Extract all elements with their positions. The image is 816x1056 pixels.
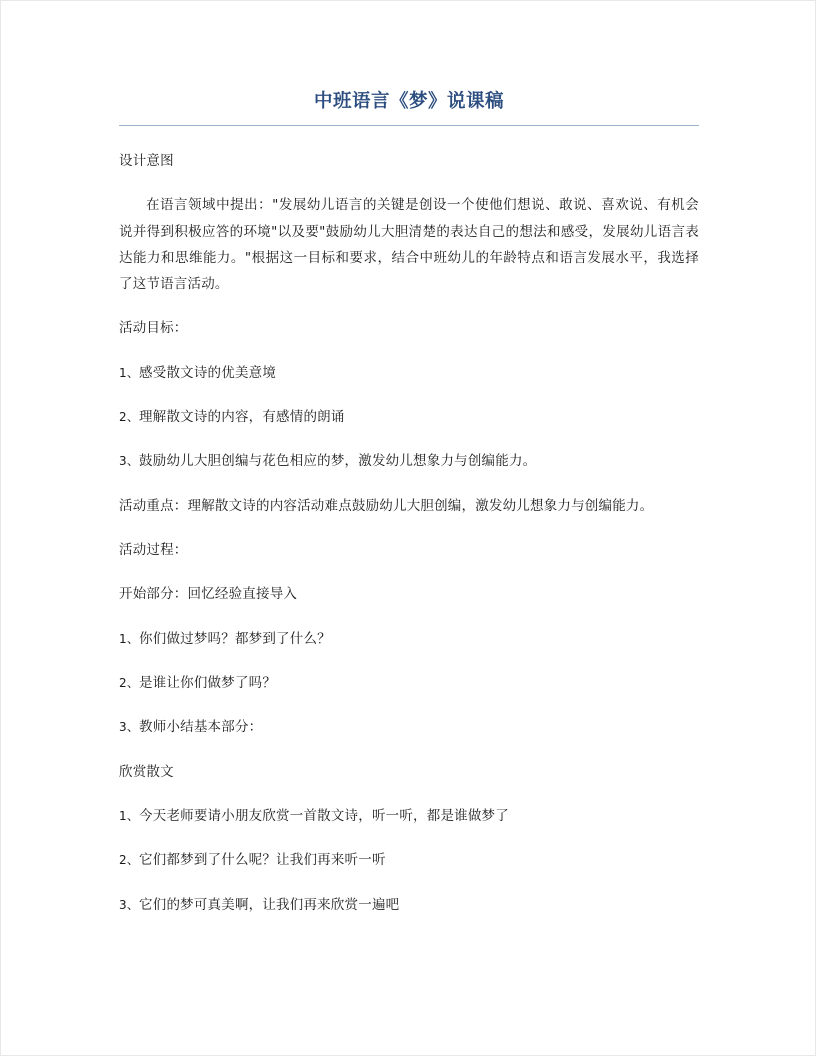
list-item-number: 2、 (119, 675, 140, 690)
list-item (119, 448, 699, 474)
list-item (119, 360, 699, 386)
paragraph-key-points: 活动重点：理解散文诗的内容活动难点鼓励幼儿大胆创编，激发幼儿想象力与创编能力。 (119, 497, 654, 514)
list-item-number: 1、 (119, 365, 140, 380)
list-item (119, 670, 699, 696)
list-item-label: 教师小结基本部分： (139, 719, 263, 736)
list-item-label: 是谁让你们做梦了吗？ (139, 674, 277, 691)
list-item (119, 803, 699, 829)
list-item (119, 847, 699, 873)
paragraph-design-intent: 在语言领域中提出："发展幼儿语言的关键是创设一个使他们想说、敢说、喜欢说、有机会说并得到积极应答的环境"以及要"鼓励幼儿大胆清楚的表达自己的想法和感受，发展幼儿语言表达能力和思维能力。"根据这一目标和要求，结合中班幼儿的年龄特点和语言发展水平，我选择了这节语言活动。 (119, 197, 699, 293)
section-heading-design-intent: 设计意图 (119, 152, 174, 169)
list-item-label: 它们的梦可真美啊，让我们再来欣赏一遍吧 (139, 896, 400, 913)
page-title: 中班语言《梦》说课稿 (313, 91, 504, 112)
list-item (119, 714, 699, 740)
document-body (119, 89, 699, 936)
list-item (119, 892, 699, 918)
list-item-label: 感受散文诗的优美意境 (139, 364, 277, 381)
list-item-number: 3、 (119, 897, 140, 912)
list-item-label: 理解散文诗的内容，有感情的朗诵 (139, 409, 345, 426)
list-item (119, 626, 699, 652)
list-item-number: 2、 (119, 853, 140, 868)
list-item-label: 今天老师要请小朋友欣赏一首散文诗，听一听，都是谁做梦了 (139, 807, 509, 824)
section-heading-appreciate-prose: 欣赏散文 (119, 763, 174, 780)
title-divider (119, 125, 699, 126)
list-item-number: 3、 (119, 454, 140, 469)
list-item-label: 鼓励幼儿大胆创编与花色相应的梦，激发幼儿想象力与创编能力。 (139, 453, 537, 470)
list-item-number: 1、 (119, 808, 140, 823)
list-item-label: 它们都梦到了什么呢？让我们再来听一听 (139, 852, 386, 869)
section-heading-activity-process: 活动过程： (119, 542, 188, 559)
list-item-number: 2、 (119, 410, 140, 425)
list-item-number: 3、 (119, 720, 140, 735)
list-item (119, 404, 699, 430)
list-item-number: 1、 (119, 631, 140, 646)
section-heading-activity-goals: 活动目标： (119, 320, 188, 337)
section-heading-opening-part: 开始部分：回忆经验直接导入 (119, 586, 298, 603)
list-item-label: 你们做过梦吗？都梦到了什么？ (139, 630, 331, 647)
